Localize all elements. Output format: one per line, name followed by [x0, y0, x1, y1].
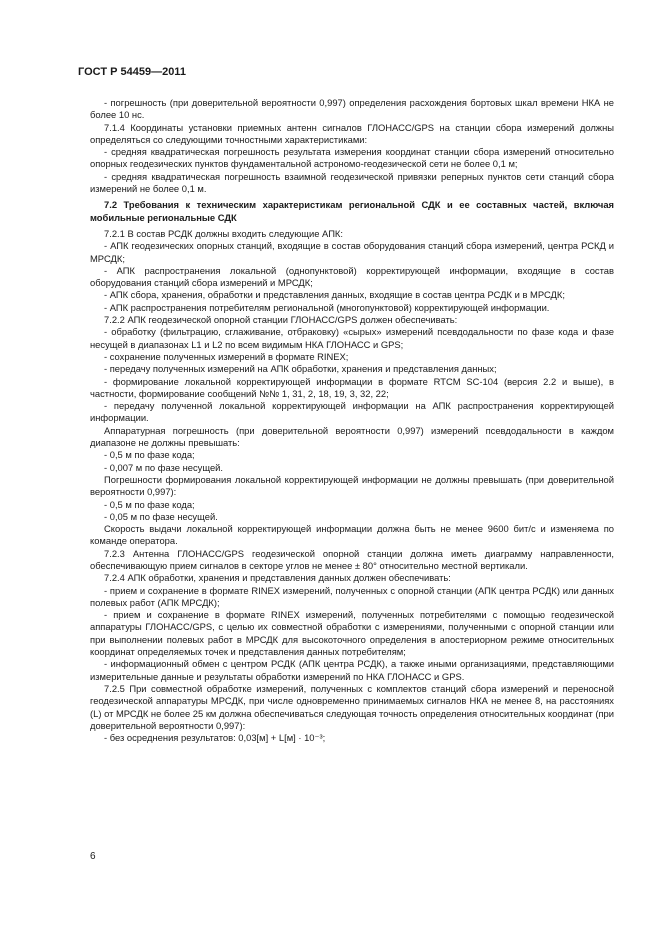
paragraph: 7.2.1 В состав РСДК должны входить следующие АПК: [104, 227, 343, 239]
paragraph: - 0,05 м по фазе несущей. [104, 510, 218, 522]
paragraph: 7.2.5 При совместной обработке измерений, полученных с комплектов станций сбора измерений и переносной геодезической аппаратуры МРСДК, при числе одновременно принимаемых сигналов НКА не менее 8, на расстояниях (L) от МРСДК не более 25 км должна обеспечиваться следующая точность определения относительных координат (при доверительной вероятности 0,997): [90, 682, 615, 731]
paragraph: - АПК геодезических опорных станций, входящие в состав оборудования станций сбора измерений, центра РСКД и МРСДК; [90, 240, 614, 264]
paragraph: - сохранение полученных измерений в формате RINEX; [104, 350, 349, 362]
paragraph: - передачу полученных измерений на АПК обработки, хранения и представления данных; [104, 363, 497, 375]
paragraph: 7.2.3 Антенна ГЛОНАСС/GPS геодезической опорной станции должна иметь диаграмму направленности, обеспечивающую прием сигналов в секторе углов не менее ± 80° относительно местной вертикали. [90, 547, 614, 571]
paragraph: - АПК распространения локальной (однопунктовой) корректирующей информации, входящие в состав оборудования станций сбора измерений и МРСДК; [90, 264, 614, 289]
paragraph: - информационный обмен с центром РСДК (АПК центра РСДК), а также иными организациями, представляющими измерительные данные и результаты обработки измерений по НКА ГЛОНАСС и GPS. [90, 658, 614, 682]
paragraph: 7.1.4 Координаты установки приемных антенн сигналов ГЛОНАСС/GPS на станции сбора измерений должны определяться со следующими точностными характеристиками: [90, 121, 614, 145]
document-header: ГОСТ Р 54459—2011 [78, 66, 186, 78]
paragraph: Аппаратурная погрешность (при доверительной вероятности 0,997) измерений псевдодальности в каждом диапазоне не должны превышать: [90, 424, 614, 449]
page-number: 6 [90, 851, 96, 862]
paragraph: - АПК сбора, хранения, обработки и представления данных, входящие в состав центра РСДК и в МРСДК; [104, 289, 565, 301]
paragraph: - погрешность (при доверительной вероятности 0,997) определения расхождения бортовых шкал времени НКА не более 10 нс. [90, 97, 614, 121]
section-heading: 7.2 Требования к техническим характеристикам региональной СДК и ее составных частей, включая мобильные региональные СДК [90, 199, 614, 223]
paragraph: Погрешности формирования локальной корректирующей информации не должны превышать (при доверительной вероятности 0,997): [90, 473, 614, 498]
paragraph: - АПК распространения потребителям региональной (многопунктовой) корректирующей информации. [104, 301, 550, 313]
paragraph: - передачу полученной локальной корректирующей информации на АПК распространения корректирующей информации. [90, 400, 614, 424]
paragraph: - формирование локальной корректирующей информации в формате RTCM SC-104 (версия 2.2 и выше), в частности, формирование сообщений №№ 1, 31, 2, 18, 19, 3, 32, 22; [90, 375, 614, 399]
paragraph: - 0,5 м по фазе кода; [104, 449, 195, 461]
paragraph: - средняя квадратическая погрешность взаимной геодезической привязки реперных пунктов сети станций сбора измерений не более 0,1 м. [90, 170, 614, 195]
paragraph: - обработку (фильтрацию, сглаживание, отбраковку) «сырых» измерений псевдодальности по фазе кода и фазе несущей в диапазонах L1 и L2 по всем видимым НКА ГЛОНАСС и GPS; [90, 326, 614, 350]
paragraph: - средняя квадратическая погрешность результата измерения координат станции сбора измерений относительно опорных геодезических пунктов фундаментальной астрономо-геодезической сети не более 0,1 м; [90, 146, 614, 170]
paragraph: - 0,007 м по фазе несущей. [104, 461, 223, 473]
paragraph: - прием и сохранение в формате RINEX измерений, полученных потребителями с помощью геодезической аппаратуры ГЛОНАСС/GPS, с целью их совместной обработки с измерениями, полученными с опорной станции или при выполнении полевых работ в МРСДК для высокоточного определения в апостериорном режиме относительных координат определяемых точек и представления данных потребителям; [90, 609, 614, 658]
paragraph: 7.2.4 АПК обработки, хранения и представления данных должен обеспечивать: [104, 572, 451, 584]
paragraph: 7.2.2 АПК геодезической опорной станции ГЛОНАСС/GPS должен обеспечивать: [104, 314, 458, 326]
paragraph: - без осреднения результатов: 0,03[м] + L[м] · 10⁻³; [104, 732, 326, 744]
paragraph: Скорость выдачи локальной корректирующей информации должна быть не менее 9600 бит/с и изменяема по команде оператора. [90, 523, 614, 547]
document-body [90, 97, 614, 744]
paragraph: - 0,5 м по фазе кода; [104, 498, 195, 510]
paragraph: - прием и сохранение в формате RINEX измерений, полученных с опорной станции (АПК центра РСДК) или данных полевых работ (АПК МРСДК); [90, 584, 614, 608]
